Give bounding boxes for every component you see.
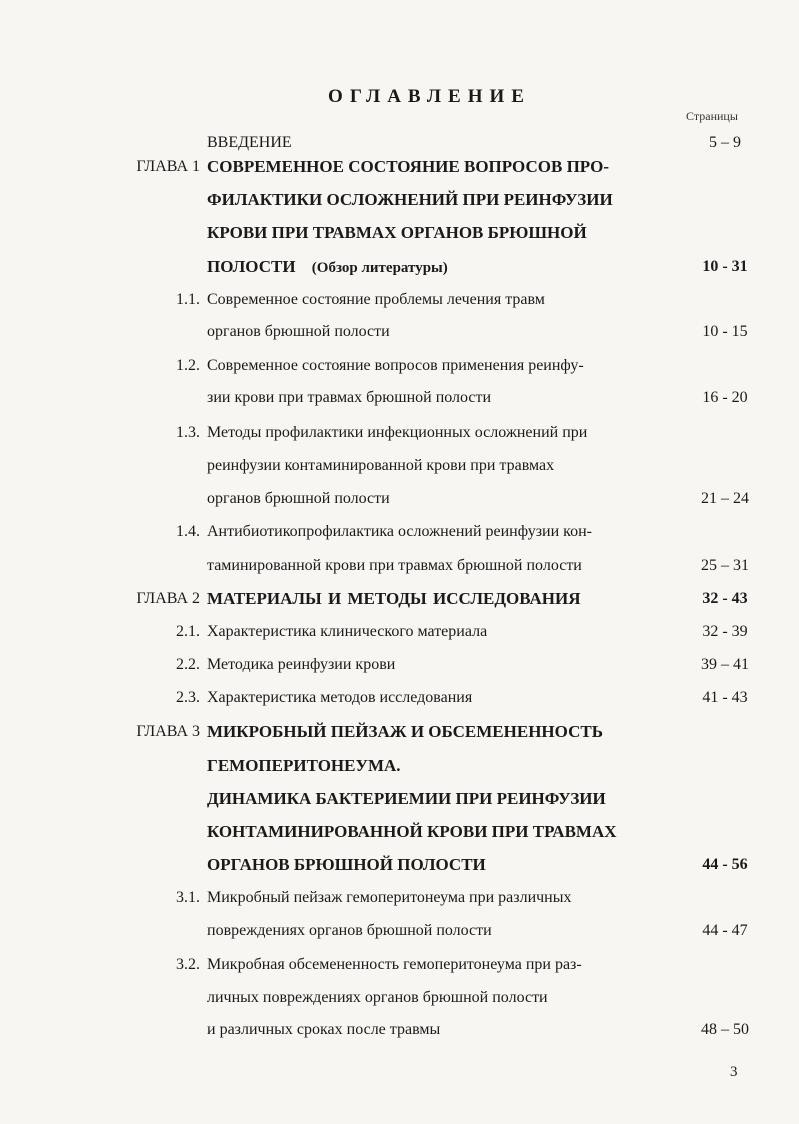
toc-entry-pages: 32 - 39 xyxy=(702,623,748,640)
section-number: 1.4. xyxy=(176,523,200,540)
toc-chapter-1-line xyxy=(0,185,799,215)
section-text: Микробная обсемененность гемоперитонеума при раз- xyxy=(207,956,582,973)
toc-entry-pages: 39 – 41 xyxy=(701,656,749,673)
toc-section-3-2-line xyxy=(0,983,799,1013)
section-text: Методика реинфузии крови xyxy=(207,656,396,673)
section-text: Современное состояние проблемы лечения травм xyxy=(207,291,545,308)
toc-section-1-4 xyxy=(0,517,799,547)
document-title: ОГЛАВЛЕНИЕ xyxy=(328,86,531,107)
section-number: 2.3. xyxy=(176,689,200,706)
section-text: повреждениях органов брюшной полости xyxy=(207,922,492,939)
toc-section-2-2 xyxy=(0,650,799,680)
toc-chapter-2 xyxy=(0,584,799,614)
toc-entry-pages: 48 – 50 xyxy=(701,1021,749,1038)
toc-section-1-2 xyxy=(0,351,799,381)
toc-chapter-3-line xyxy=(0,784,799,814)
chapter-subtitle: (Обзор литературы) xyxy=(311,260,448,276)
chapter-title-line: ПОЛОСТИ xyxy=(207,257,296,276)
section-number: 2.2. xyxy=(176,656,200,673)
toc-chapter-3-line xyxy=(0,850,799,880)
toc-entry-pages: 16 - 20 xyxy=(702,389,748,406)
toc-section-1-1 xyxy=(0,285,799,315)
toc-entry-pages: 32 - 43 xyxy=(702,590,748,607)
chapter-title-line: КРОВИ ПРИ ТРАВМАХ ОРГАНОВ БРЮШНОЙ xyxy=(207,223,587,242)
section-number: 3.1. xyxy=(176,889,200,906)
toc-section-1-3-line xyxy=(0,451,799,481)
toc-section-3-1-line xyxy=(0,916,799,946)
section-text: таминированной крови при травмах брюшной полости xyxy=(207,557,582,574)
toc-chapter-1 xyxy=(0,152,799,182)
toc-entry-pages: 44 - 56 xyxy=(702,856,748,873)
toc-section-3-1 xyxy=(0,883,799,913)
section-text: Антибиотикопрофилактика осложнений реинфузии кон- xyxy=(207,523,592,540)
toc-section-1-3-line xyxy=(0,484,799,514)
section-number: 3.2. xyxy=(176,956,200,973)
section-text: органов брюшной полости xyxy=(207,490,390,507)
toc-section-3-2-line xyxy=(0,1015,799,1045)
section-number: 1.3. xyxy=(176,424,200,441)
toc-chapter-1-line xyxy=(0,252,799,282)
section-number: 1.2. xyxy=(176,357,200,374)
chapter-title-line: ОРГАНОВ БРЮШНОЙ ПОЛОСТИ xyxy=(207,855,486,874)
chapter-title-line: МИКРОБНЫЙ ПЕЙЗАЖ И ОБСЕМЕНЕННОСТЬ xyxy=(207,722,603,741)
section-text: зии крови при травмах брюшной полости xyxy=(207,389,492,406)
pages-column-label: Страницы xyxy=(686,109,738,123)
chapter-label: ГЛАВА 2 xyxy=(136,590,200,607)
toc-section-1-3 xyxy=(0,418,799,448)
toc-entry-pages: 25 – 31 xyxy=(701,557,749,574)
toc-chapter-3-line xyxy=(0,817,799,847)
toc-section-2-1 xyxy=(0,617,799,647)
section-text: Методы профилактики инфекционных осложнений при xyxy=(207,424,588,441)
toc-chapter-3-line xyxy=(0,751,799,781)
section-number: 2.1. xyxy=(176,623,200,640)
toc-section-1-2-line xyxy=(0,383,799,413)
section-text: Микробный пейзаж гемоперитонеума при различных xyxy=(207,889,572,906)
chapter-title-line: ДИНАМИКА БАКТЕРИЕМИИ ПРИ РЕИНФУЗИИ xyxy=(207,789,606,808)
chapter-title-line: ФИЛАКТИКИ ОСЛОЖНЕНИЙ ПРИ РЕИНФУЗИИ xyxy=(207,190,613,209)
chapter-label: ГЛАВА 3 xyxy=(136,723,200,740)
chapter-title-line: ГЕМОПЕРИТОНЕУМА. xyxy=(207,756,401,775)
chapter-title-line: СОВРЕМЕННОЕ СОСТОЯНИЕ ВОПРОСОВ ПРО- xyxy=(207,157,609,176)
toc-entry-pages: 5 – 9 xyxy=(709,134,741,151)
section-text: личных повреждениях органов брюшной полости xyxy=(207,989,548,1006)
toc-entry-pages: 10 - 31 xyxy=(702,258,748,275)
section-text: реинфузии контаминированной крови при травмах xyxy=(207,457,555,474)
section-text: Характеристика клинического материала xyxy=(207,623,488,640)
chapter-title-line: КОНТАМИНИРОВАННОЙ КРОВИ ПРИ ТРАВМАХ xyxy=(207,822,617,841)
toc-chapter-1-line xyxy=(0,218,799,248)
toc-section-2-3 xyxy=(0,683,799,713)
section-text: органов брюшной полости xyxy=(207,323,390,340)
toc-entry-pages: 10 - 15 xyxy=(702,323,748,340)
toc-entry-pages: 41 - 43 xyxy=(702,689,748,706)
chapter-label: ГЛАВА 1 xyxy=(136,158,200,175)
toc-section-1-1-line xyxy=(0,317,799,347)
section-text: Характеристика методов исследования xyxy=(207,689,473,706)
toc-section-1-4-line xyxy=(0,551,799,581)
page-number: 3 xyxy=(730,1064,738,1080)
toc-entry-pages: 44 - 47 xyxy=(702,922,748,939)
section-text: Современное состояние вопросов применения реинфу- xyxy=(207,357,584,374)
chapter-title-line: МАТЕРИАЛЫ И МЕТОДЫ ИССЛЕДОВАНИЯ xyxy=(207,589,581,608)
toc-chapter-3 xyxy=(0,717,799,747)
toc-entry-pages: 21 – 24 xyxy=(701,490,749,507)
toc-section-3-2 xyxy=(0,950,799,980)
toc-entry-text: ВВЕДЕНИЕ xyxy=(207,134,292,151)
section-number: 1.1. xyxy=(176,291,200,308)
section-text: и различных сроках после травмы xyxy=(207,1021,441,1038)
